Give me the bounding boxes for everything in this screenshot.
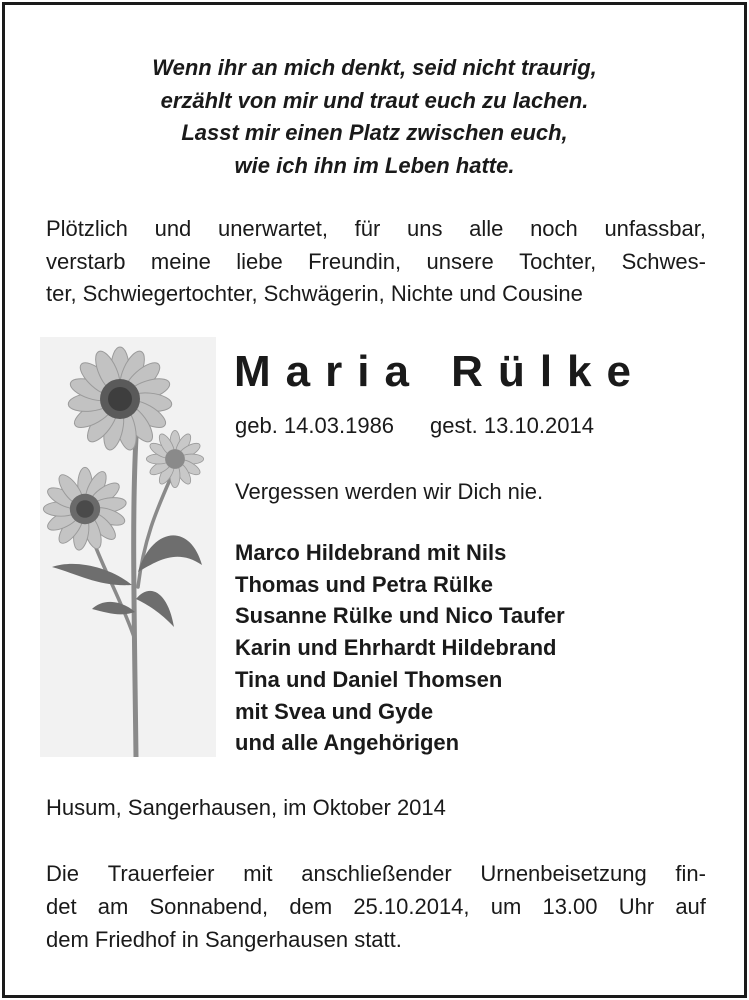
word: Trauerfeier xyxy=(107,861,215,886)
remembrance-motto: Vergessen werden wir Dich nie. xyxy=(235,479,544,504)
death-announcement xyxy=(46,213,706,311)
word: dem xyxy=(289,894,333,919)
word: auf xyxy=(675,894,706,919)
word: Die xyxy=(46,861,80,886)
word: liebe xyxy=(236,248,283,274)
announcement-line xyxy=(46,213,706,246)
birth-date: geb. 14.03.1986 xyxy=(235,413,395,438)
word: Urnenbeisetzung xyxy=(480,861,647,886)
word: Tochter, xyxy=(519,248,597,274)
funeral-line: dem Friedhof in Sangerhausen statt. xyxy=(46,927,402,952)
deceased-name: Maria Rülke xyxy=(234,347,646,396)
mourner-line: Karin und Ehrhardt Hildebrand xyxy=(235,635,557,661)
word: uns xyxy=(407,216,443,241)
word: am xyxy=(97,894,129,919)
poem-line: Wenn ihr an mich denkt, seid nicht traurig, xyxy=(152,55,597,80)
poem-line: erzählt von mir und traut euch zu lachen. xyxy=(160,87,589,113)
mourner-line: Tina und Daniel Thomsen xyxy=(235,666,503,692)
death-date: gest. 13.10.2014 xyxy=(430,413,594,438)
word: unsere xyxy=(426,248,494,274)
place-and-date: Husum, Sangerhausen, im Oktober 2014 xyxy=(46,795,446,820)
funeral-info xyxy=(46,857,706,956)
word: noch xyxy=(530,216,578,241)
word: fin- xyxy=(675,861,706,886)
word: meine xyxy=(150,248,211,274)
announcement-line: ter, Schwiegertochter, Schwägerin, Nichte und Cousine xyxy=(46,281,583,306)
word: anschließender xyxy=(301,861,452,886)
word: 25.10.2014, xyxy=(353,894,470,919)
word: unerwartet, xyxy=(217,216,329,241)
mourner-line: Marco Hildebrand mit Nils xyxy=(235,540,507,565)
word: und xyxy=(154,216,192,241)
word: verstarb xyxy=(46,248,126,274)
word: Freundin, xyxy=(308,248,402,274)
word: mit xyxy=(243,861,273,886)
mourner-line: mit Svea und Gyde xyxy=(235,698,434,724)
word: 13.00 xyxy=(542,894,598,919)
word: Uhr xyxy=(618,894,655,919)
mourners-list xyxy=(235,537,565,759)
word: für xyxy=(354,216,381,241)
memorial-poem xyxy=(0,52,749,182)
funeral-line xyxy=(46,857,706,890)
word: Schwes- xyxy=(621,248,706,274)
word: um xyxy=(490,894,522,919)
poem-line: Lasst mir einen Platz zwischen euch, xyxy=(181,120,568,145)
funeral-line xyxy=(46,890,706,923)
mourner-line: Thomas und Petra Rülke xyxy=(235,571,493,597)
life-dates xyxy=(235,411,594,441)
mourner-line: und alle Angehörigen xyxy=(235,730,460,756)
word: Sonnabend, xyxy=(149,894,269,919)
word: alle xyxy=(469,216,504,241)
poem-line: wie ich ihn im Leben hatte. xyxy=(234,152,515,178)
sunflower-photo xyxy=(40,337,216,757)
word: det xyxy=(46,894,77,919)
announcement-line xyxy=(46,246,706,279)
mourner-line: Susanne Rülke und Nico Taufer xyxy=(235,603,565,629)
word: Plötzlich xyxy=(46,216,128,241)
word: unfassbar, xyxy=(604,216,706,241)
